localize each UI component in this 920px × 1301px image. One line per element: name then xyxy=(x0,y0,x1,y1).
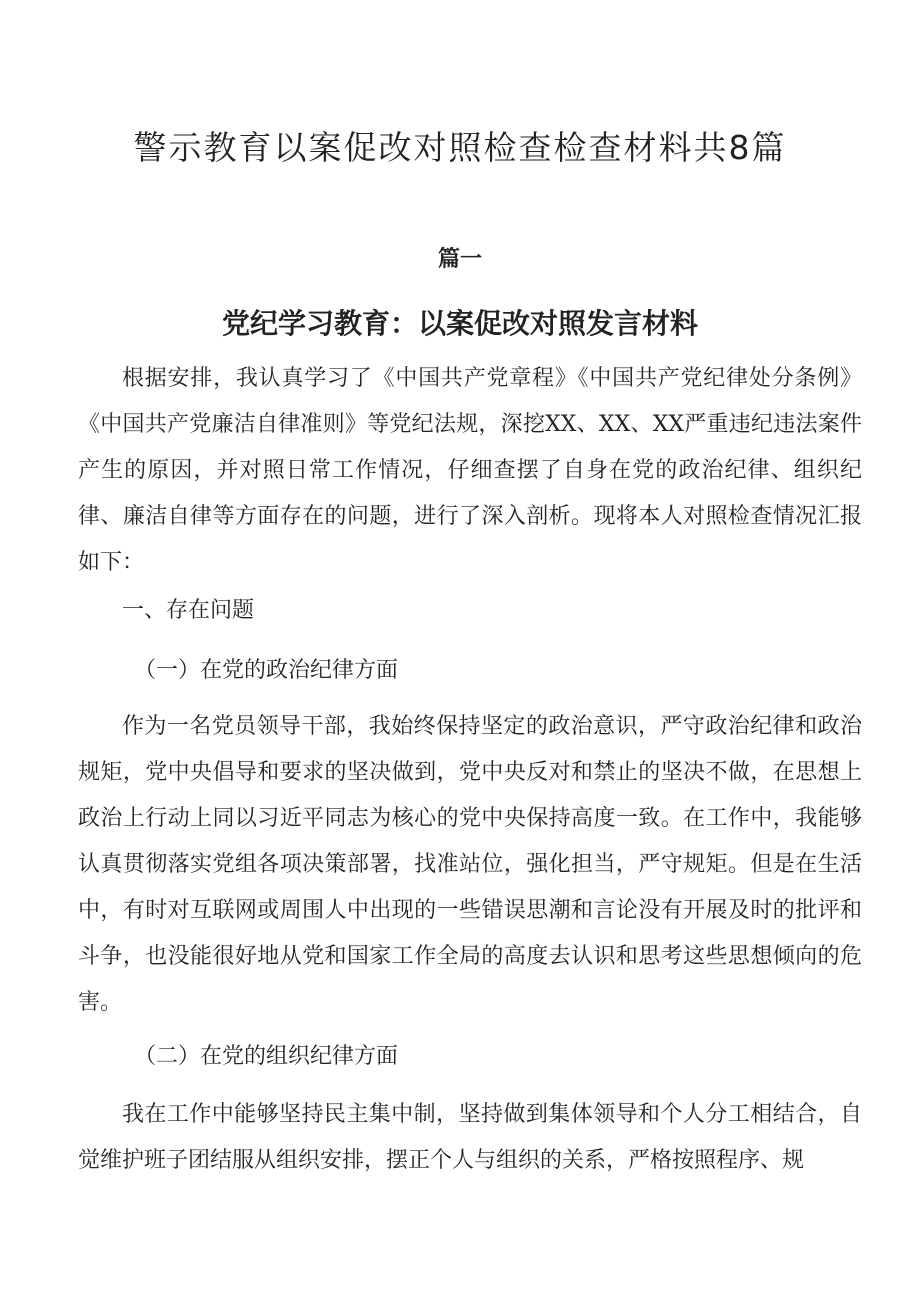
subheading-organizational-discipline: （二）在党的组织纪律方面 xyxy=(134,1044,399,1069)
document-title: 警示教育以案促改对照检查检查材料共8篇 xyxy=(133,128,787,167)
section-label: 篇一 xyxy=(437,247,482,272)
political-discipline-paragraph: 作为一名党员领导干部，我始终保持坚定的政治意识，严守政治纪律和政治规矩，党中央倡导和要求的坚决做到，党中央反对和禁止的坚决不做，在思想上政治上行动上同以习近平同志为核心的党中央保持高度一致。在工作中，我能够认真贯彻落实党组各项决策部署，找准站位，强化担当，严守规矩。但是在生活中，有时对互联网或周围人中出现的一些错误思潮和言论没有开展及时的批评和斗争，也没能很好地从党和国家工作全局的高度去认识和思考这些思想倾向的危害。 xyxy=(78,714,862,1015)
article-title: 党纪学习教育：以案促改对照发言材料 xyxy=(221,307,698,340)
heading-existing-problems: 一、存在问题 xyxy=(122,598,255,623)
subheading-political-discipline: （一）在党的政治纪律方面 xyxy=(134,658,399,683)
intro-paragraph: 根据安排，我认真学习了《中国共产党章程》《中国共产党纪律处分条例》《中国共产党廉洁自律准则》等党纪法规，深挖XX、XX、XX严重违纪违法案件产生的原因，并对照日常工作情况，仔细查摆了自身在党的政治纪律、组织纪律、廉洁自律等方面存在的问题，进行了深入剖析。现将本人对照检查情况汇报如下： xyxy=(78,366,862,575)
organizational-discipline-paragraph: 我在工作中能够坚持民主集中制，坚持做到集体领导和个人分工相结合，自觉维护班子团结服从组织安排，摆正个人与组织的关系，严格按照程序、规 xyxy=(78,1102,862,1173)
